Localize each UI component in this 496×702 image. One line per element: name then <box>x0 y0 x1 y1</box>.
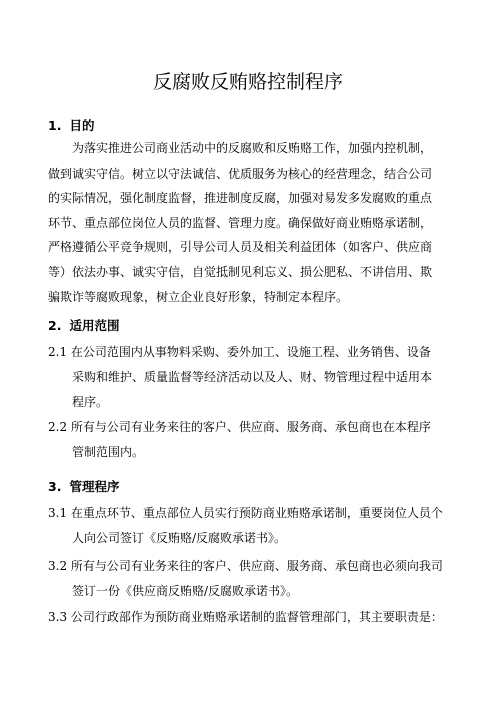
list-item-line: 3.1 在重点环节、重点部位人员实行预防商业贿赂承诺制，重要岗位人员个 <box>48 506 443 520</box>
section-number: 1. <box>48 118 62 133</box>
section-procedure-heading <box>48 478 119 496</box>
list-item-line: 程序。 <box>72 395 109 409</box>
paragraph-line: 为落实推进公司商业活动中的反腐败和反贿赂工作，加强内控机制， <box>72 141 433 155</box>
paragraph-line: 等）依法办事、诚实守信，自觉抵制见利忘义、损公肥私、不讲信用、欺 <box>48 265 433 279</box>
list-item-line: 2.2 所有与公司有业务来往的客户、供应商、服务商、承包商也在本程序 <box>48 420 431 434</box>
paragraph-line: 环节、重点部位岗位人员的监督、管理力度。确保做好商业贿赂承诺制， <box>48 216 433 230</box>
list-item-line: 2.1 在公司范围内从事物料采购、委外加工、设施工程、业务销售、设备 <box>48 345 431 359</box>
list-item-line: 签订一份《供应商反贿赂/反腐败承诺书》。 <box>72 584 299 598</box>
paragraph-line: 严格遵循公平竞争规则，引导公司人员及相关利益团体（如客户、供应商 <box>48 240 433 254</box>
list-item-line: 管制范围内。 <box>72 445 145 459</box>
section-number: 2. <box>48 318 62 333</box>
list-item-line: 人向公司签订《反贿赂/反腐败承诺书》。 <box>72 531 287 545</box>
list-item-line: 采购和维护、质量监督等经济活动以及人、财、物管理过程中适用本 <box>72 370 433 384</box>
document-title: 反腐败反贿赂控制程序 <box>152 71 343 93</box>
section-scope-heading <box>48 317 119 335</box>
section-heading-text: 管理程序 <box>69 479 120 494</box>
list-item-line: 3.2 所有与公司有业务来往的客户、供应商、服务商、承包商也必须向我司 <box>48 559 443 573</box>
paragraph-line: 的实际情况，强化制度监督，推进制度反腐，加强对易发多发腐败的重点 <box>48 191 433 205</box>
paragraph-line: 做到诚实守信。树立以守法诚信、优质服务为核心的经营理念，结合公司 <box>48 167 433 181</box>
list-item-line: 3.3 公司行政部作为预防商业贿赂承诺制的监督管理部门，其主要职责是： <box>48 610 443 624</box>
section-number: 3. <box>48 479 62 494</box>
section-heading-text: 适用范围 <box>69 318 120 333</box>
paragraph-line: 骗欺诈等腐败现象，树立企业良好形象，特制定本程序。 <box>48 290 349 304</box>
section-heading-text: 目的 <box>69 118 95 133</box>
section-purpose-heading <box>48 117 94 135</box>
